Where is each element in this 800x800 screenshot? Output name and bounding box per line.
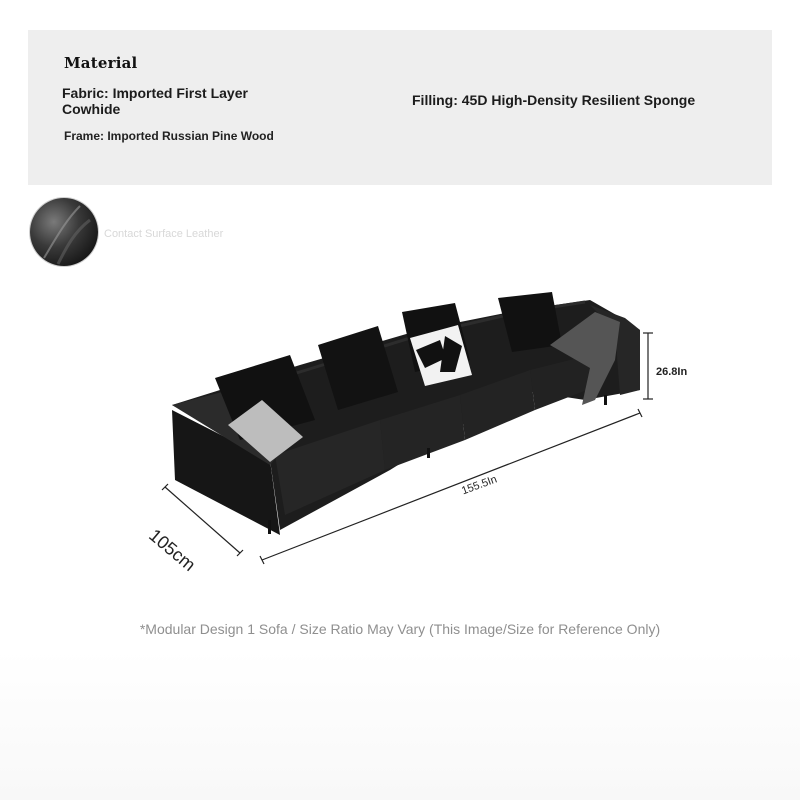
fabric-spec: Fabric: Imported First Layer Cowhide: [62, 85, 248, 117]
leather-swatch-image: [30, 198, 98, 266]
swatch-label: Contact Surface Leather: [104, 228, 224, 240]
bottom-fade: [0, 650, 800, 800]
width-dimension: 155.5In: [460, 473, 499, 498]
height-dimension: 26.8In: [656, 366, 688, 378]
reference-note: *Modular Design 1 Sofa / Size Ratio May Vary (This Image/Size for Reference Only): [139, 621, 661, 637]
filling-spec: Filling: 45D High-Density Resilient Sponge: [412, 92, 696, 108]
material-title: Material: [64, 54, 138, 72]
frame-spec: Frame: Imported Russian Pine Wood: [64, 129, 274, 143]
sofa-illustration: [150, 285, 670, 575]
material-panel: [28, 30, 772, 185]
depth-dimension: 105cm: [145, 525, 200, 576]
